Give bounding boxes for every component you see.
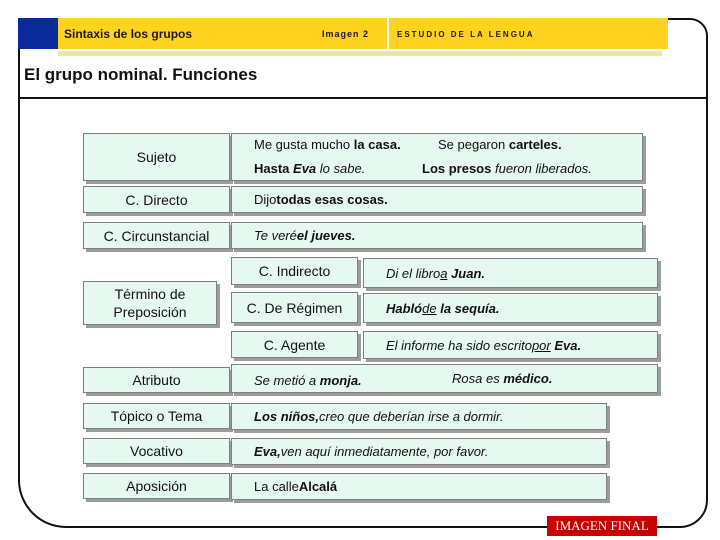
example-sujeto-4: Los presos fueron liberados. <box>422 161 592 176</box>
example-c-regimen: Habló de la sequía. <box>363 293 658 323</box>
example-atributo <box>231 364 658 393</box>
page-title: El grupo nominal. Funciones <box>24 65 258 84</box>
header-imagen-label: Imagen 2 <box>322 29 370 39</box>
header-divider <box>387 18 389 49</box>
example-atributo-1: Se metió a monja. <box>254 373 362 388</box>
label-c-agente: C. Agente <box>231 331 358 358</box>
example-c-directo: Dijo todas esas cosas. <box>231 186 643 213</box>
label-aposicion: Aposición <box>83 473 230 499</box>
example-sujeto-1: Me gusta mucho la casa. <box>254 137 401 152</box>
header-underline <box>58 51 662 56</box>
example-vocativo: Eva, ven aquí inmediatamente, por favor. <box>231 438 607 465</box>
example-c-circunstancial: Te veré el jueves. <box>231 222 643 249</box>
label-sujeto: Sujeto <box>83 133 230 181</box>
label-c-circunstancial: C. Circunstancial <box>83 222 230 249</box>
example-atributo-2: Rosa es médico. <box>452 371 553 386</box>
example-topico: Los niños, creo que deberían irse a dormir. <box>231 403 607 430</box>
label-topico: Tópico o Tema <box>83 403 230 429</box>
label-c-indirecto: C. Indirecto <box>231 257 358 285</box>
example-c-indirecto: Di el libro a Juan. <box>363 258 658 288</box>
label-termino-preposicion: Término de Preposición <box>83 281 217 325</box>
example-aposicion: La calle Alcalá <box>231 473 607 500</box>
imagen-final-button[interactable]: IMAGEN FINAL <box>547 516 657 536</box>
header-blue-block <box>18 18 58 49</box>
title-divider <box>18 97 708 99</box>
example-sujeto-2: Se pegaron carteles. <box>438 137 562 152</box>
header-title: Sintaxis de los grupos <box>64 27 193 41</box>
example-sujeto-3: Hasta Eva lo sabe. <box>254 161 366 176</box>
example-sujeto <box>231 133 643 181</box>
label-c-directo: C. Directo <box>83 186 230 213</box>
label-c-regimen: C. De Régimen <box>231 292 358 323</box>
label-vocativo: Vocativo <box>83 438 230 464</box>
example-c-agente: El informe ha sido escrito por Eva. <box>363 331 658 359</box>
label-atributo: Atributo <box>83 367 230 393</box>
header-section-label: ESTUDIO DE LA LENGUA <box>397 30 535 39</box>
